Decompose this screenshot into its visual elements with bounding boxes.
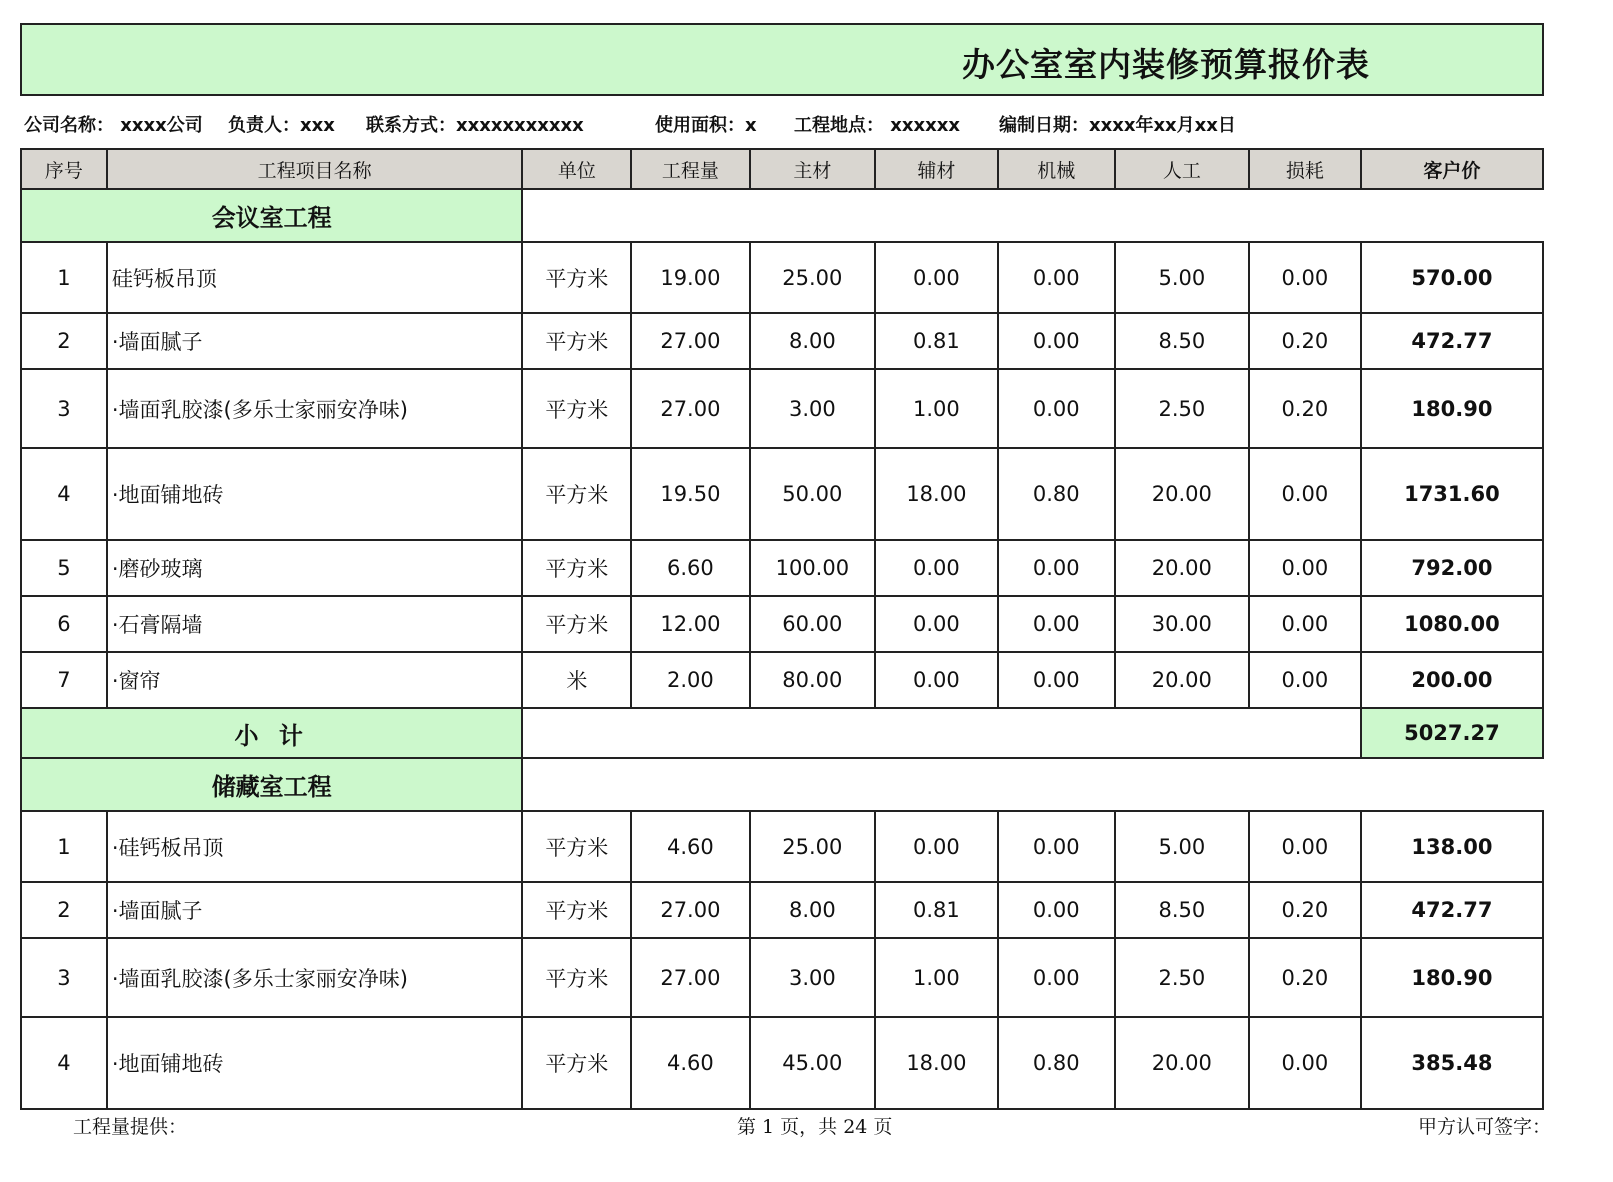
row-no: 1 bbox=[21, 811, 107, 882]
row-qty: 19.50 bbox=[631, 448, 749, 540]
table-row bbox=[21, 369, 1543, 448]
row-loss: 0.20 bbox=[1249, 882, 1361, 938]
header-mach: 机械 bbox=[998, 149, 1115, 189]
row-labor: 2.50 bbox=[1115, 369, 1249, 448]
page-title: 办公室室内装修预算报价表 bbox=[962, 45, 1370, 84]
table-row bbox=[21, 811, 1543, 882]
row-main: 50.00 bbox=[750, 448, 876, 540]
row-no: 6 bbox=[21, 596, 107, 652]
row-main: 60.00 bbox=[750, 596, 876, 652]
row-unit: 平方米 bbox=[522, 882, 631, 938]
row-qty: 2.00 bbox=[631, 652, 749, 708]
row-labor: 20.00 bbox=[1115, 448, 1249, 540]
row-main: 100.00 bbox=[750, 540, 876, 596]
row-qty: 27.00 bbox=[631, 938, 749, 1017]
row-aux: 0.00 bbox=[875, 242, 997, 313]
row-mach: 0.00 bbox=[998, 540, 1115, 596]
footer-page-number: 第 1 页，共 24 页 bbox=[737, 1116, 893, 1138]
row-name: ·磨砂玻璃 bbox=[107, 540, 523, 596]
footer-signature: 甲方认可签字： bbox=[1418, 1116, 1552, 1138]
row-labor: 5.00 bbox=[1115, 811, 1249, 882]
row-no: 3 bbox=[21, 369, 107, 448]
row-main: 8.00 bbox=[750, 882, 876, 938]
row-loss: 0.00 bbox=[1249, 1017, 1361, 1109]
row-main: 8.00 bbox=[750, 313, 876, 369]
header-name: 工程项目名称 bbox=[107, 149, 523, 189]
header-aux: 辅材 bbox=[875, 149, 997, 189]
footer-quantity-provider: 工程量提供： bbox=[73, 1116, 188, 1138]
row-mach: 0.00 bbox=[998, 811, 1115, 882]
row-name: ·地面铺地砖 bbox=[107, 1017, 523, 1109]
row-main: 25.00 bbox=[750, 242, 876, 313]
row-unit: 米 bbox=[522, 652, 631, 708]
row-mach: 0.00 bbox=[998, 596, 1115, 652]
row-loss: 0.00 bbox=[1249, 652, 1361, 708]
row-aux: 0.00 bbox=[875, 811, 997, 882]
row-name: ·地面铺地砖 bbox=[107, 448, 523, 540]
row-qty: 27.00 bbox=[631, 882, 749, 938]
row-aux: 18.00 bbox=[875, 448, 997, 540]
row-no: 5 bbox=[21, 540, 107, 596]
subtotal-gap bbox=[522, 708, 1360, 758]
row-mach: 0.00 bbox=[998, 882, 1115, 938]
row-no: 2 bbox=[21, 313, 107, 369]
row-price: 200.00 bbox=[1361, 652, 1543, 708]
row-mach: 0.80 bbox=[998, 1017, 1115, 1109]
row-mach: 0.80 bbox=[998, 448, 1115, 540]
budget-sheet bbox=[20, 23, 1544, 1110]
row-loss: 0.00 bbox=[1249, 811, 1361, 882]
section-storage-room bbox=[21, 758, 1543, 1109]
row-mach: 0.00 bbox=[998, 242, 1115, 313]
row-aux: 1.00 bbox=[875, 369, 997, 448]
row-loss: 0.20 bbox=[1249, 313, 1361, 369]
subtotal-label: 小 计 bbox=[21, 708, 522, 758]
table-row bbox=[21, 882, 1543, 938]
row-name: ·墙面乳胶漆(多乐士家丽安净味) bbox=[107, 938, 523, 1017]
row-unit: 平方米 bbox=[522, 1017, 631, 1109]
row-labor: 20.00 bbox=[1115, 1017, 1249, 1109]
row-unit: 平方米 bbox=[522, 448, 631, 540]
section-title: 会议室工程 bbox=[21, 189, 522, 242]
row-labor: 8.50 bbox=[1115, 882, 1249, 938]
row-qty: 12.00 bbox=[631, 596, 749, 652]
row-qty: 27.00 bbox=[631, 369, 749, 448]
row-price: 138.00 bbox=[1361, 811, 1543, 882]
row-qty: 27.00 bbox=[631, 313, 749, 369]
subtotal-row bbox=[21, 708, 1543, 758]
company-name: 公司名称： xxxx公司 bbox=[24, 115, 203, 136]
header-no: 序号 bbox=[21, 149, 107, 189]
section-title-blank bbox=[522, 189, 1543, 242]
row-price: 570.00 bbox=[1361, 242, 1543, 313]
section-meeting-room bbox=[21, 189, 1543, 758]
header-qty: 工程量 bbox=[631, 149, 749, 189]
row-unit: 平方米 bbox=[522, 313, 631, 369]
row-loss: 0.00 bbox=[1249, 596, 1361, 652]
header-main: 主材 bbox=[750, 149, 876, 189]
row-no: 3 bbox=[21, 938, 107, 1017]
row-no: 4 bbox=[21, 1017, 107, 1109]
row-main: 3.00 bbox=[750, 369, 876, 448]
budget-table bbox=[20, 148, 1544, 1110]
row-unit: 平方米 bbox=[522, 369, 631, 448]
row-aux: 0.81 bbox=[875, 313, 997, 369]
row-labor: 20.00 bbox=[1115, 540, 1249, 596]
row-price: 792.00 bbox=[1361, 540, 1543, 596]
row-aux: 18.00 bbox=[875, 1017, 997, 1109]
row-labor: 2.50 bbox=[1115, 938, 1249, 1017]
row-price: 385.48 bbox=[1361, 1017, 1543, 1109]
contact: 联系方式：xxxxxxxxxxx bbox=[366, 115, 584, 136]
row-loss: 0.00 bbox=[1249, 242, 1361, 313]
header-unit: 单位 bbox=[522, 149, 631, 189]
row-unit: 平方米 bbox=[522, 811, 631, 882]
table-row bbox=[21, 596, 1543, 652]
table-row bbox=[21, 540, 1543, 596]
table-row bbox=[21, 1017, 1543, 1109]
header-loss: 损耗 bbox=[1249, 149, 1361, 189]
header-price: 客户价 bbox=[1361, 149, 1543, 189]
row-qty: 4.60 bbox=[631, 811, 749, 882]
row-no: 7 bbox=[21, 652, 107, 708]
row-aux: 0.00 bbox=[875, 540, 997, 596]
row-loss: 0.00 bbox=[1249, 448, 1361, 540]
table-row bbox=[21, 938, 1543, 1017]
page-footer bbox=[0, 1112, 1613, 1142]
section-title: 储藏室工程 bbox=[21, 758, 522, 811]
row-loss: 0.00 bbox=[1249, 540, 1361, 596]
row-qty: 4.60 bbox=[631, 1017, 749, 1109]
row-main: 3.00 bbox=[750, 938, 876, 1017]
row-loss: 0.20 bbox=[1249, 938, 1361, 1017]
section-title-row bbox=[21, 758, 1543, 811]
row-unit: 平方米 bbox=[522, 596, 631, 652]
table-row bbox=[21, 242, 1543, 313]
section-title-row bbox=[21, 189, 1543, 242]
row-qty: 19.00 bbox=[631, 242, 749, 313]
row-main: 80.00 bbox=[750, 652, 876, 708]
row-unit: 平方米 bbox=[522, 242, 631, 313]
row-loss: 0.20 bbox=[1249, 369, 1361, 448]
area: 使用面积：x bbox=[655, 115, 757, 136]
row-price: 180.90 bbox=[1361, 369, 1543, 448]
row-no: 1 bbox=[21, 242, 107, 313]
row-main: 25.00 bbox=[750, 811, 876, 882]
row-qty: 6.60 bbox=[631, 540, 749, 596]
row-labor: 20.00 bbox=[1115, 652, 1249, 708]
row-name: ·窗帘 bbox=[107, 652, 523, 708]
row-name: ·墙面腻子 bbox=[107, 313, 523, 369]
row-name: ·石膏隔墙 bbox=[107, 596, 523, 652]
row-mach: 0.00 bbox=[998, 938, 1115, 1017]
section-title-blank bbox=[522, 758, 1543, 811]
table-row bbox=[21, 448, 1543, 540]
row-name: 硅钙板吊顶 bbox=[107, 242, 523, 313]
manager: 负责人：xxx bbox=[228, 115, 335, 136]
table-row bbox=[21, 313, 1543, 369]
row-price: 472.77 bbox=[1361, 313, 1543, 369]
row-no: 2 bbox=[21, 882, 107, 938]
row-unit: 平方米 bbox=[522, 540, 631, 596]
row-labor: 30.00 bbox=[1115, 596, 1249, 652]
compile-date: 编制日期：xxxx年xx月xx日 bbox=[999, 115, 1236, 136]
row-no: 4 bbox=[21, 448, 107, 540]
table-header bbox=[21, 149, 1543, 189]
table-row bbox=[21, 652, 1543, 708]
row-price: 1080.00 bbox=[1361, 596, 1543, 652]
row-price: 1731.60 bbox=[1361, 448, 1543, 540]
row-name: ·墙面腻子 bbox=[107, 882, 523, 938]
row-price: 472.77 bbox=[1361, 882, 1543, 938]
row-mach: 0.00 bbox=[998, 652, 1115, 708]
row-aux: 0.81 bbox=[875, 882, 997, 938]
row-mach: 0.00 bbox=[998, 369, 1115, 448]
header-labor: 人工 bbox=[1115, 149, 1249, 189]
row-price: 180.90 bbox=[1361, 938, 1543, 1017]
info-row bbox=[20, 96, 1544, 148]
row-mach: 0.00 bbox=[998, 313, 1115, 369]
row-name: ·硅钙板吊顶 bbox=[107, 811, 523, 882]
row-labor: 5.00 bbox=[1115, 242, 1249, 313]
row-aux: 0.00 bbox=[875, 652, 997, 708]
row-name: ·墙面乳胶漆(多乐士家丽安净味) bbox=[107, 369, 523, 448]
title-band bbox=[20, 23, 1544, 96]
row-main: 45.00 bbox=[750, 1017, 876, 1109]
location: 工程地点： xxxxxx bbox=[794, 115, 960, 136]
row-labor: 8.50 bbox=[1115, 313, 1249, 369]
row-aux: 0.00 bbox=[875, 596, 997, 652]
subtotal-value: 5027.27 bbox=[1361, 708, 1543, 758]
row-aux: 1.00 bbox=[875, 938, 997, 1017]
row-unit: 平方米 bbox=[522, 938, 631, 1017]
